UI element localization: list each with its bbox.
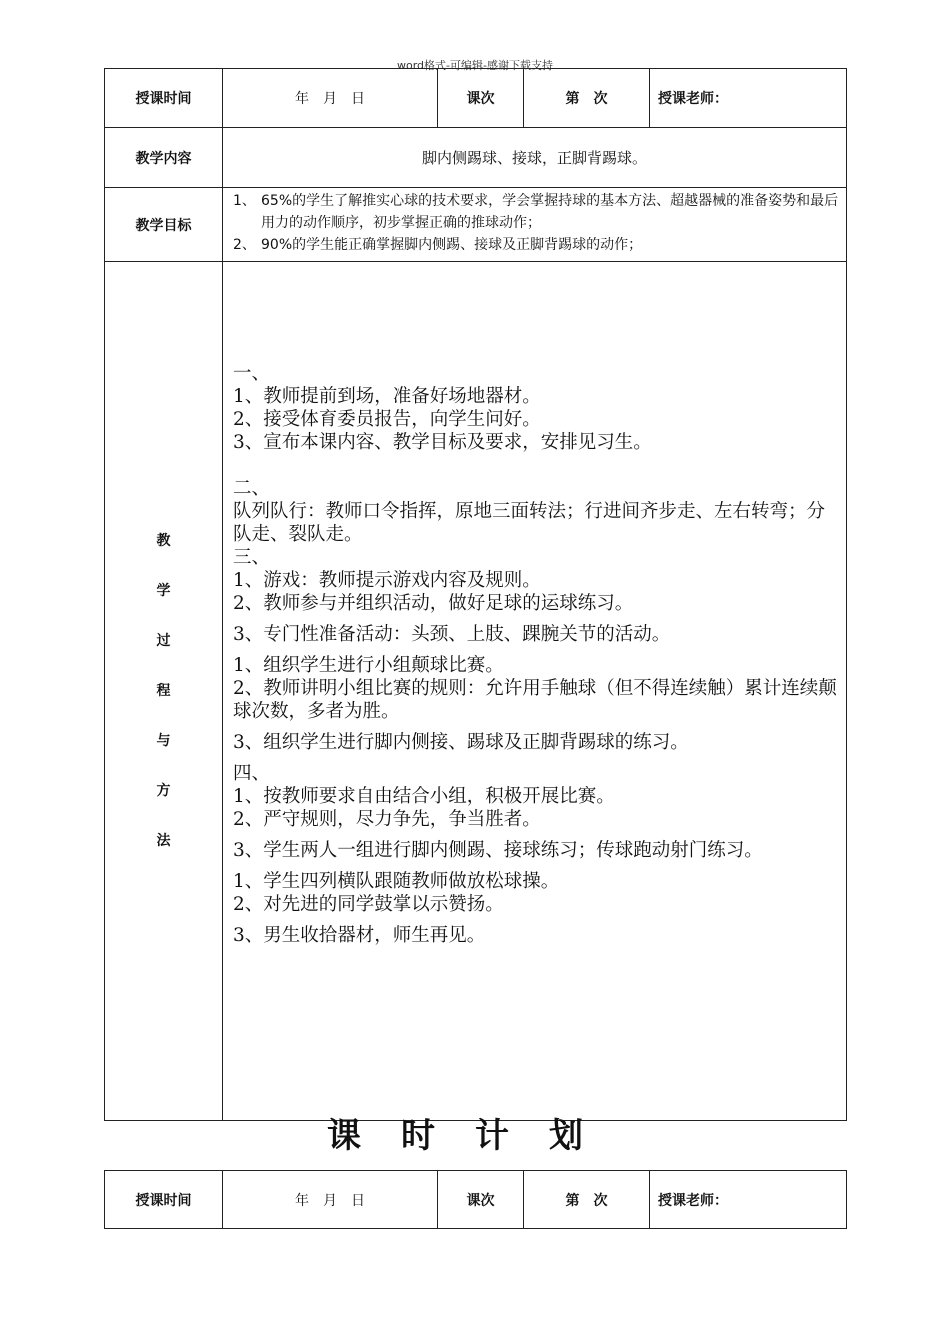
page-title: 课时计划 bbox=[327, 1116, 623, 1156]
time-label: 授课时间 bbox=[105, 69, 223, 128]
lesson-value: 第 次 bbox=[524, 69, 650, 128]
process-label-char: 过 bbox=[156, 633, 171, 649]
date-value: 年 月 日 bbox=[223, 1171, 438, 1229]
process-line: 队列队行：教师口令指挥，原地三面转法；行进间齐步走、左右转弯；分队走、裂队走。 bbox=[233, 501, 826, 545]
process-line: 2、严守规则，尽力争先，争当胜者。 bbox=[233, 809, 541, 830]
process-line: 2、对先进的同学鼓掌以示赞扬。 bbox=[233, 894, 504, 915]
goals-list bbox=[223, 188, 847, 262]
process-line: 2、接受体育委员报告，向学生问好。 bbox=[233, 409, 541, 430]
process-line: 3、学生两人一组进行脚内侧踢、接球练习；传球跑动射门练习。 bbox=[233, 840, 763, 861]
process-line: 1、教师提前到场，准备好场地器材。 bbox=[233, 386, 541, 407]
process-label-char: 与 bbox=[156, 733, 171, 749]
process-label-char: 方 bbox=[156, 783, 171, 799]
header-note: word格式-可编辑-感谢下载支持 bbox=[397, 59, 553, 72]
lesson-label: 课次 bbox=[438, 1171, 524, 1229]
goals-row bbox=[105, 188, 847, 262]
goal-item bbox=[233, 234, 840, 256]
schedule-row bbox=[105, 69, 847, 128]
teacher-label: 授课老师： bbox=[650, 1171, 847, 1229]
goal-number: 1、 bbox=[233, 193, 256, 209]
process-line: 1、组织学生进行小组颠球比赛。 bbox=[233, 655, 504, 676]
process-row bbox=[105, 262, 847, 1121]
process-content bbox=[223, 262, 847, 1121]
goal-text: 90%的学生能正确掌握脚内侧踢、接球及正脚背踢球的动作； bbox=[261, 237, 643, 253]
lesson-plan-table bbox=[104, 68, 847, 1121]
process-label-char: 法 bbox=[156, 833, 171, 849]
content-label: 教学内容 bbox=[105, 128, 223, 188]
teacher-label: 授课老师： bbox=[650, 69, 847, 128]
process-line: 1、按教师要求自由结合小组，积极开展比赛。 bbox=[233, 786, 615, 807]
process-section-heading: 一、 bbox=[233, 363, 271, 384]
goal-text: 65%的学生了解推实心球的技术要求，学会掌握持球的基本方法、超越器械的准备姿势和最后用力的动作顺序，初步掌握正确的推球动作； bbox=[261, 193, 839, 231]
goals-label: 教学目标 bbox=[105, 188, 223, 262]
content-row bbox=[105, 128, 847, 188]
process-label-char: 学 bbox=[156, 583, 171, 599]
goal-item bbox=[233, 190, 840, 234]
lesson-label: 课次 bbox=[438, 69, 524, 128]
time-label: 授课时间 bbox=[105, 1171, 223, 1229]
goal-number: 2、 bbox=[233, 237, 256, 253]
process-line: 3、专门性准备活动：头颈、上肢、踝腕关节的活动。 bbox=[233, 624, 671, 645]
process-label-char: 程 bbox=[156, 683, 171, 699]
lesson-value: 第 次 bbox=[524, 1171, 650, 1229]
process-line: 3、组织学生进行脚内侧接、踢球及正脚背踢球的练习。 bbox=[233, 732, 689, 753]
process-line: 3、男生收拾器材，师生再见。 bbox=[233, 925, 486, 946]
process-section-heading: 二、 bbox=[233, 478, 271, 499]
process-line: 1、学生四列横队跟随教师做放松球操。 bbox=[233, 871, 560, 892]
process-label bbox=[105, 262, 223, 1121]
process-line: 2、教师参与并组织活动，做好足球的运球练习。 bbox=[233, 593, 634, 614]
process-section-heading: 三、 bbox=[233, 547, 271, 568]
process-line: 1、游戏：教师提示游戏内容及规则。 bbox=[233, 570, 541, 591]
schedule-row bbox=[105, 1171, 847, 1229]
content-value: 脚内侧踢球、接球，正脚背踢球。 bbox=[223, 128, 847, 188]
lesson-plan-table-2 bbox=[104, 1170, 847, 1229]
date-value: 年 月 日 bbox=[223, 69, 438, 128]
process-line: 2、教师讲明小组比赛的规则：允许用手触球（但不得连续触）累计连续颠球次数，多者为胜。 bbox=[233, 678, 837, 722]
process-line: 3、宣布本课内容、教学目标及要求，安排见习生。 bbox=[233, 432, 652, 453]
process-label-char: 教 bbox=[156, 533, 171, 549]
process-section-heading: 四、 bbox=[233, 763, 271, 784]
